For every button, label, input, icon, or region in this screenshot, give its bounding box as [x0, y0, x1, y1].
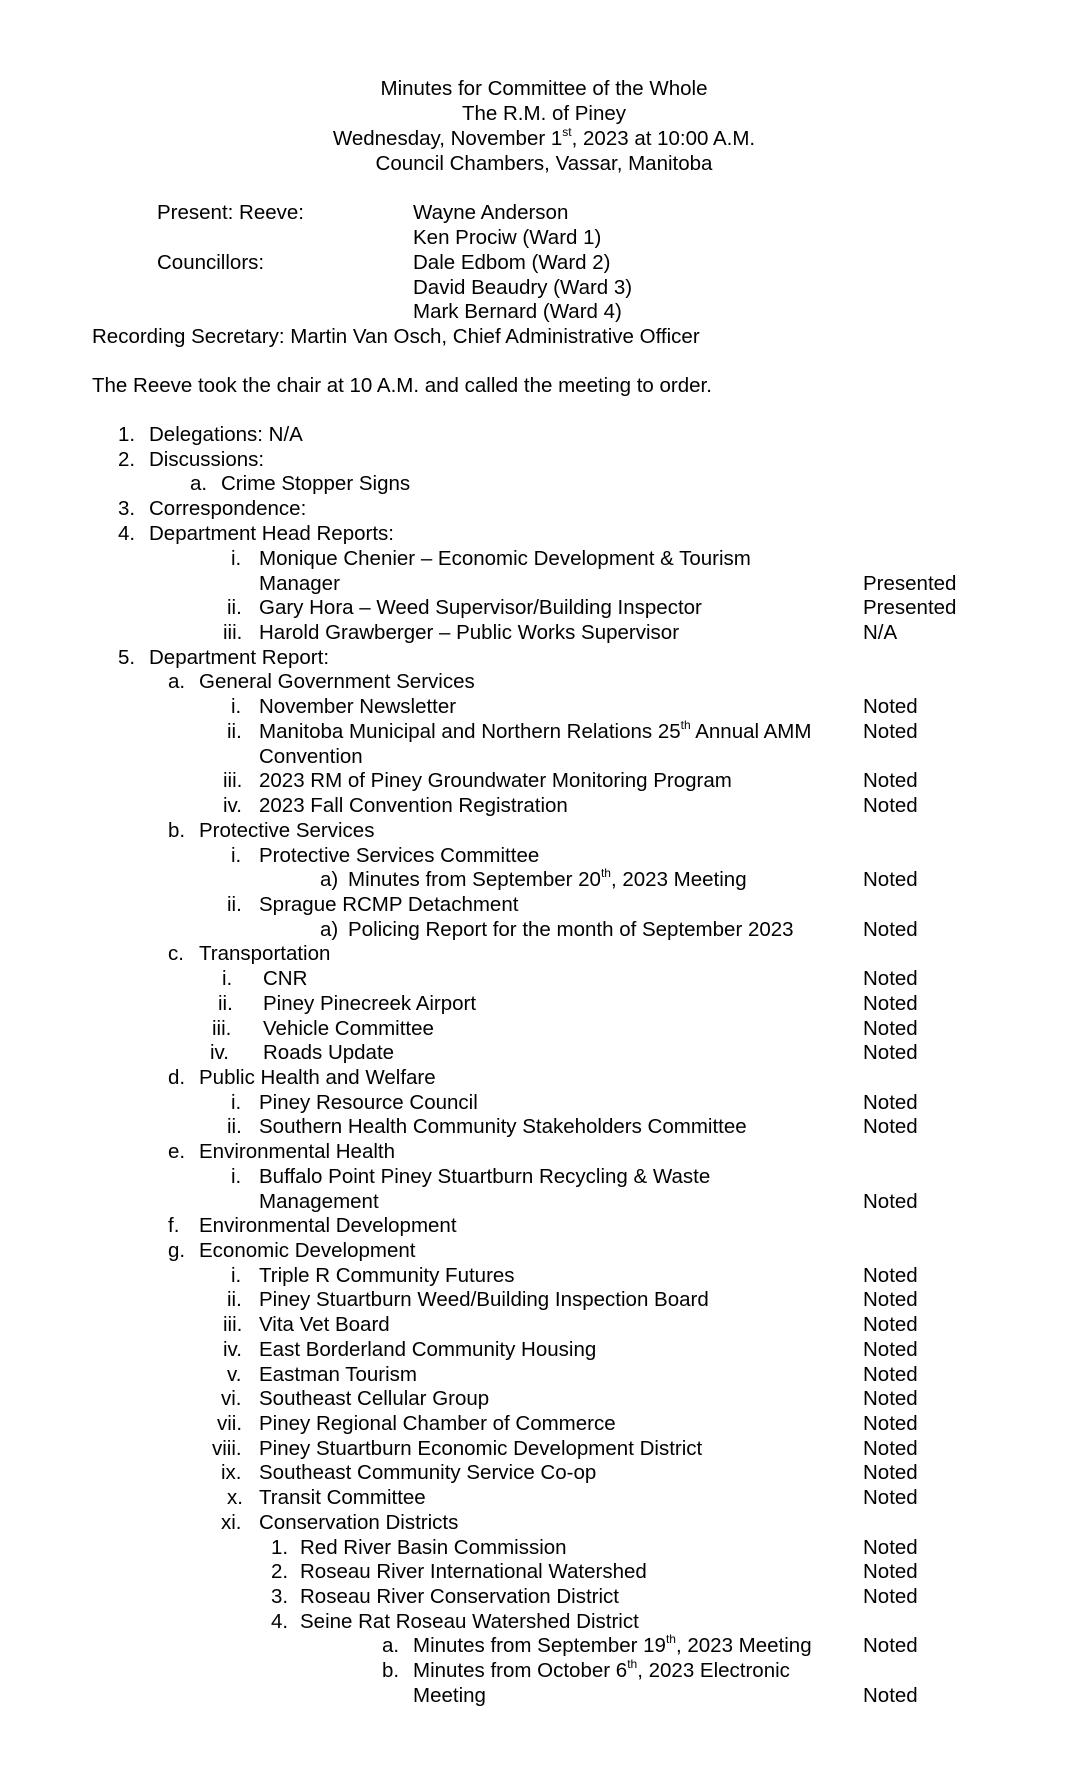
report-item: Buffalo Point Piney Stuartburn Recycling & Waste: [259, 1165, 711, 1188]
opening-statement: The Reeve took the chair at 10 A.M. and called the meeting to order.: [92, 374, 712, 397]
status-label: Noted: [863, 1634, 918, 1657]
status-label: Noted: [863, 1363, 918, 1386]
roman-numeral: ii.: [227, 720, 242, 743]
status-label: Noted: [863, 1338, 918, 1361]
report-item: Piney Resource Council: [259, 1091, 478, 1114]
status-label: Noted: [863, 1190, 918, 1213]
status-label: Noted: [863, 992, 918, 1015]
section-heading: Public Health and Welfare: [199, 1066, 436, 1089]
status-label: N/A: [863, 621, 898, 644]
roman-numeral: iv.: [223, 794, 242, 817]
status-label: Noted: [863, 1387, 918, 1410]
roman-numeral: viii.: [212, 1437, 242, 1460]
councillor: David Beaudry (Ward 3): [413, 276, 633, 299]
report-item: Piney Stuartburn Economic Development District: [259, 1437, 703, 1460]
roman-numeral: xi.: [221, 1511, 242, 1534]
report-item: Harold Grawberger – Public Works Supervisor: [259, 621, 680, 644]
status-label: Noted: [863, 1115, 918, 1138]
item-delegations: Delegations: N/A: [149, 423, 303, 446]
district-item: Seine Rat Roseau Watershed District: [300, 1610, 639, 1633]
item-department-head-reports: Department Head Reports:: [149, 522, 394, 545]
roman-numeral: iii.: [212, 1017, 232, 1040]
sub-item-letter: a): [320, 918, 339, 941]
item-number: 5.: [118, 646, 136, 669]
section-letter: f.: [168, 1214, 180, 1237]
roman-numeral: iii.: [223, 1313, 243, 1336]
roman-numeral: i.: [231, 1091, 242, 1114]
report-item: CNR: [263, 967, 308, 990]
district-item: Roseau River Conservation District: [300, 1585, 620, 1608]
sub-item: Minutes from September 19th, 2023 Meeting: [413, 1632, 812, 1657]
roman-numeral: iii.: [223, 769, 243, 792]
section-heading: Transportation: [199, 942, 331, 965]
roman-numeral: vii.: [217, 1412, 243, 1435]
section-heading: Environmental Health: [199, 1140, 395, 1163]
section-letter: d.: [168, 1066, 186, 1089]
municipality-name: The R.M. of Piney: [461, 102, 627, 125]
roman-numeral: ix.: [221, 1461, 242, 1484]
report-item: Protective Services Committee: [259, 844, 540, 867]
report-item: East Borderland Community Housing: [259, 1338, 597, 1361]
status-label: Presented: [863, 596, 957, 619]
roman-numeral: iii.: [223, 621, 243, 644]
status-label: Noted: [863, 1536, 918, 1559]
doc-title: Minutes for Committee of the Whole: [380, 77, 708, 100]
status-label: Noted: [863, 720, 918, 743]
roman-numeral: iv.: [210, 1041, 229, 1064]
status-label: Noted: [863, 1017, 918, 1040]
roman-numeral: ii.: [227, 893, 242, 916]
roman-numeral: ii.: [227, 596, 242, 619]
sub-item-letter: a.: [190, 472, 208, 495]
roman-numeral: i.: [231, 844, 242, 867]
item-number: 4.: [118, 522, 136, 545]
report-item: Roads Update: [263, 1041, 395, 1064]
report-item: Manitoba Municipal and Northern Relations 25th Annual AMM: [259, 718, 812, 743]
section-letter: e.: [168, 1140, 186, 1163]
item-correspondence: Correspondence:: [149, 497, 307, 520]
district-number: 4.: [271, 1610, 289, 1633]
district-number: 2.: [271, 1560, 289, 1583]
report-item: Sprague RCMP Detachment: [259, 893, 519, 916]
section-heading: Economic Development: [199, 1239, 416, 1262]
status-label: Noted: [863, 1437, 918, 1460]
roman-numeral: ii.: [218, 992, 233, 1015]
status-label: Noted: [863, 868, 918, 891]
report-item: Vehicle Committee: [263, 1017, 434, 1040]
item-department-report: Department Report:: [149, 646, 330, 669]
section-letter: b.: [168, 819, 186, 842]
status-label: Noted: [863, 1486, 918, 1509]
sub-item-continued: Meeting: [413, 1684, 486, 1707]
sub-item: Policing Report for the month of September 2023: [348, 918, 794, 941]
status-label: Noted: [863, 1461, 918, 1484]
report-item: Piney Pinecreek Airport: [263, 992, 477, 1015]
item-number: 1.: [118, 423, 136, 446]
status-label: Noted: [863, 967, 918, 990]
status-label: Noted: [863, 1412, 918, 1435]
report-item: 2023 Fall Convention Registration: [259, 794, 568, 817]
status-label: Noted: [863, 1684, 918, 1707]
district-number: 3.: [271, 1585, 289, 1608]
sub-item-letter: b.: [382, 1659, 400, 1682]
report-item: Southern Health Community Stakeholders Committee: [259, 1115, 747, 1138]
report-item: Conservation Districts: [259, 1511, 459, 1534]
councillor: Dale Edbom (Ward 2): [413, 251, 611, 274]
sub-item-letter: a.: [382, 1634, 400, 1657]
item-number: 3.: [118, 497, 136, 520]
roman-numeral: i.: [231, 547, 242, 570]
report-item: Southeast Cellular Group: [259, 1387, 490, 1410]
report-item: Piney Regional Chamber of Commerce: [259, 1412, 616, 1435]
reeve-name: Wayne Anderson: [413, 201, 569, 224]
district-number: 1.: [271, 1536, 289, 1559]
report-item-continued: Manager: [259, 572, 340, 595]
report-item: Triple R Community Futures: [259, 1264, 515, 1287]
item-number: 2.: [118, 448, 136, 471]
section-letter: a.: [168, 670, 186, 693]
status-label: Noted: [863, 918, 918, 941]
status-label: Noted: [863, 695, 918, 718]
report-item: Monique Chenier – Economic Development & Tourism: [259, 547, 751, 570]
status-label: Noted: [863, 1264, 918, 1287]
report-item: 2023 RM of Piney Groundwater Monitoring Program: [259, 769, 732, 792]
meeting-location: Council Chambers, Vassar, Manitoba: [375, 152, 713, 175]
section-letter: g.: [168, 1239, 186, 1262]
report-item-continued: Management: [259, 1190, 379, 1213]
councillor: Mark Bernard (Ward 4): [413, 300, 622, 323]
roman-numeral: iv.: [223, 1338, 242, 1361]
status-label: Noted: [863, 794, 918, 817]
roman-numeral: i.: [231, 1264, 242, 1287]
roman-numeral: ii.: [227, 1288, 242, 1311]
sub-item: Minutes from October 6th, 2023 Electronic: [413, 1657, 790, 1682]
meeting-date: Wednesday, November 1st, 2023 at 10:00 A.M.: [332, 125, 756, 150]
report-item: Piney Stuartburn Weed/Building Inspection Board: [259, 1288, 709, 1311]
sub-item-letter: a): [320, 868, 339, 891]
councillors-label: Councillors:: [157, 251, 265, 274]
report-item: Gary Hora – Weed Supervisor/Building Inspector: [259, 596, 702, 619]
status-label: Noted: [863, 1560, 918, 1583]
roman-numeral: i.: [231, 1165, 242, 1188]
status-label: Noted: [863, 1585, 918, 1608]
report-item-continued: Convention: [259, 745, 363, 768]
roman-numeral: i.: [222, 967, 233, 990]
councillor: Ken Prociw (Ward 1): [413, 226, 602, 249]
status-label: Noted: [863, 769, 918, 792]
sub-item: Minutes from September 20th, 2023 Meeting: [348, 866, 747, 891]
section-heading: Protective Services: [199, 819, 375, 842]
report-item: Vita Vet Board: [259, 1313, 390, 1336]
status-label: Noted: [863, 1313, 918, 1336]
recording-secretary: Recording Secretary: Martin Van Osch, Chief Administrative Officer: [92, 325, 700, 348]
section-heading: General Government Services: [199, 670, 475, 693]
present-label: Present: Reeve:: [157, 201, 304, 224]
section-letter: c.: [168, 942, 184, 965]
section-heading: Environmental Development: [199, 1214, 457, 1237]
roman-numeral: i.: [231, 695, 242, 718]
item-discussions: Discussions:: [149, 448, 265, 471]
report-item: Transit Committee: [259, 1486, 426, 1509]
report-item: Eastman Tourism: [259, 1363, 417, 1386]
roman-numeral: vi.: [221, 1387, 242, 1410]
roman-numeral: v.: [227, 1363, 242, 1386]
district-item: Red River Basin Commission: [300, 1536, 567, 1559]
status-label: Noted: [863, 1041, 918, 1064]
roman-numeral: ii.: [227, 1115, 242, 1138]
report-item: Southeast Community Service Co-op: [259, 1461, 597, 1484]
report-item: November Newsletter: [259, 695, 457, 718]
roman-numeral: x.: [227, 1486, 243, 1509]
district-item: Roseau River International Watershed: [300, 1560, 647, 1583]
status-label: Noted: [863, 1288, 918, 1311]
status-label: Noted: [863, 1091, 918, 1114]
status-label: Presented: [863, 572, 957, 595]
sub-item: Crime Stopper Signs: [221, 472, 411, 495]
